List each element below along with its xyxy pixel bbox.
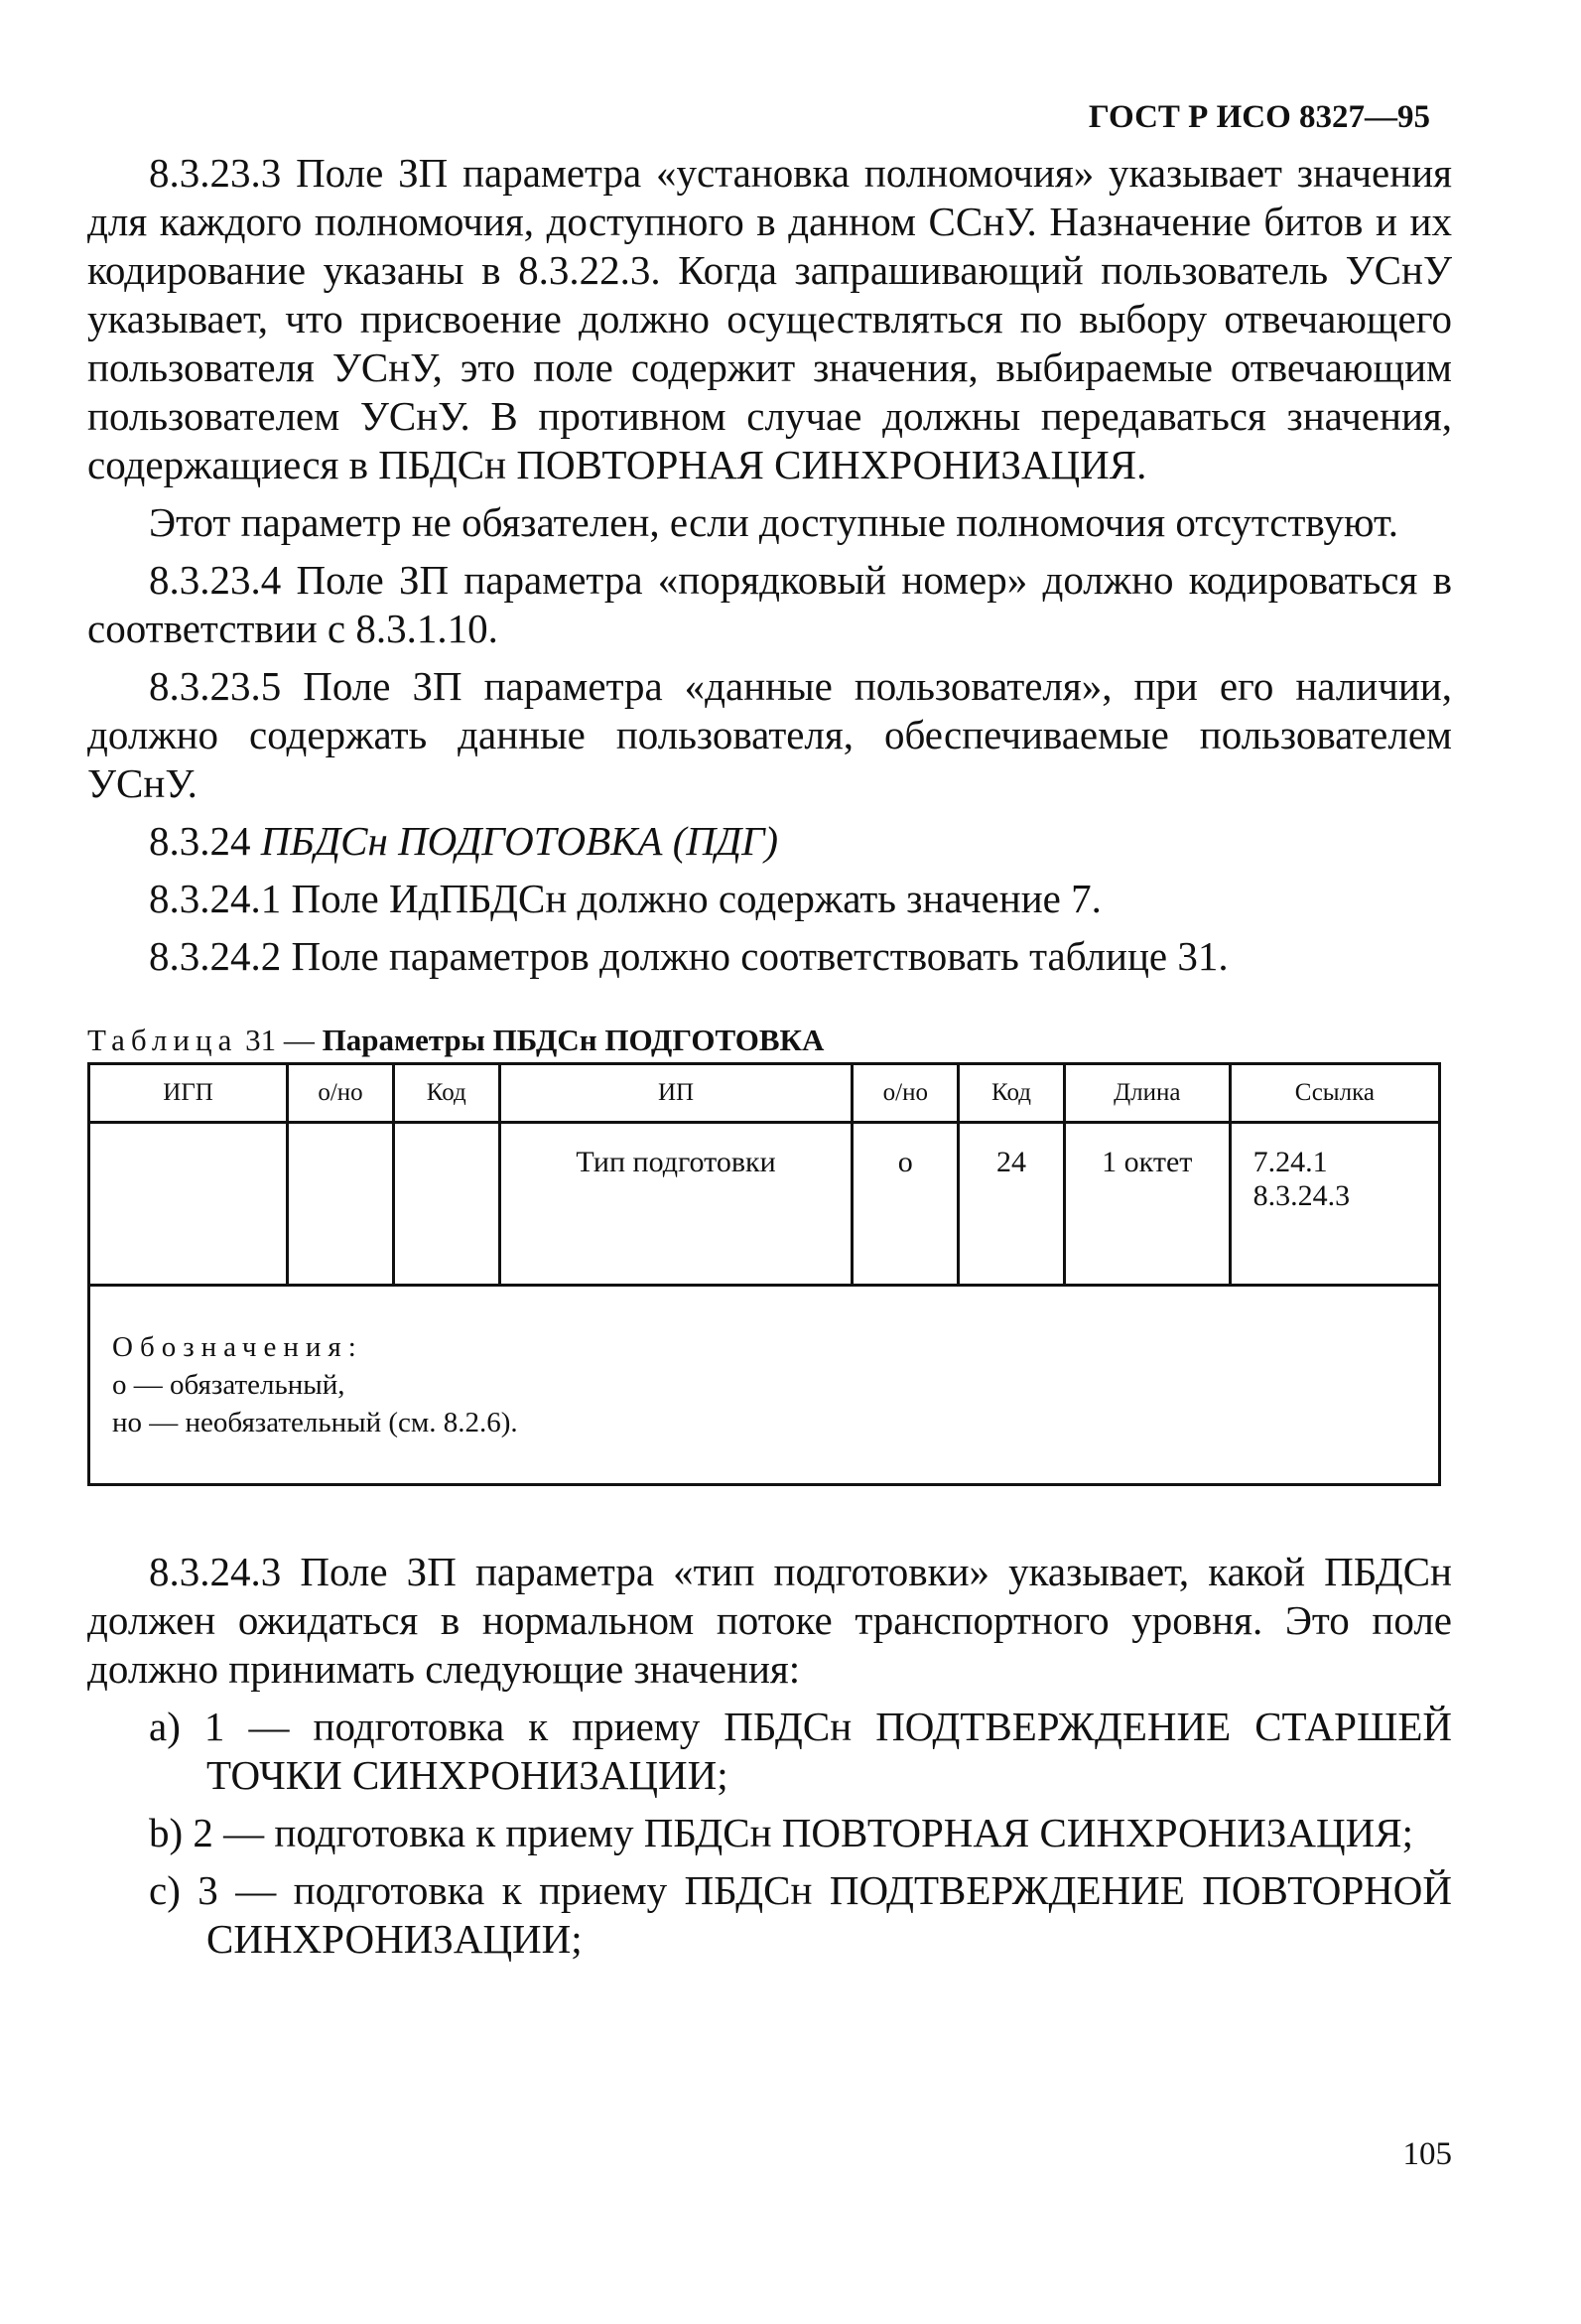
table-header-row [89,1064,1440,1123]
cell-kod-2: 24 [959,1123,1065,1286]
document-header: ГОСТ Р ИСО 8327—95 [1088,99,1430,135]
header-igp: ИГП [89,1064,288,1123]
reference-2: 8.3.24.3 [1252,1179,1351,1212]
parameters-table [87,1062,1441,1486]
paragraph-8-3-24-3: 8.3.24.3 Поле ЗП параметра «тип подготовки» указывает, какой ПБДСн должен ожидаться в нормальном потоке транспортного уровня. Это поле должно принимать следующие значения: [87,1549,1452,1692]
paragraph-8-3-24-2: 8.3.24.2 Поле параметров должно соответствовать таблице 31. [149,933,1229,979]
section-number: 8.3.24 [149,818,251,864]
paragraph-8-3-23-5: 8.3.23.5 Поле ЗП параметра «данные пользователя», при его наличии, должно содержать данные пользователя, обеспечиваемые пользователем УСнУ. [87,663,1452,806]
cell-length: 1 октет [1064,1123,1230,1286]
header-o-no-2: о/но [853,1064,959,1123]
table-caption-title: Параметры ПБДСн ПОДГОТОВКА [322,1023,825,1057]
cell-reference [1230,1123,1439,1286]
table-caption-number: 31 — [245,1023,315,1057]
table-row [89,1123,1440,1286]
body-text [87,149,1452,981]
header-ip: ИП [499,1064,853,1123]
paragraph-8-3-23-3: 8.3.23.3 Поле ЗП параметра «установка полномочия» указывает значения для каждого полномочия, доступного в данном ССнУ. Назначение битов и их кодирование указаны в 8.3.22.3. Когда запрашивающий пользователь УСнУ указывает, что присвоение должно осуществляться по выбору отвечающего пользователя УСнУ, это поле содержит значения, выбираемые отвечающим пользователем УСнУ. В противном случае должны передаваться значения, содержащиеся в ПБДСн ПОВТОРНАЯ СИНХРОНИЗАЦИЯ. [87,150,1452,487]
cell-ip: Тип подготовки [499,1123,853,1286]
section-title: ПБДСн ПОДГОТОВКА (ПДГ) [260,818,779,864]
body-text-after-table [87,1548,1452,1964]
header-o-no-1: о/но [288,1064,394,1123]
table-legend [89,1286,1440,1485]
cell-kod-1 [393,1123,499,1286]
header-reference: Ссылка [1230,1064,1439,1123]
legend-line-mandatory: о — обязательный, [112,1369,345,1401]
header-length: Длина [1064,1064,1230,1123]
legend-line-optional: но — необязательный (см. 8.2.6). [112,1407,518,1438]
table-legend-row [89,1286,1440,1485]
cell-o-no-2: о [853,1123,959,1286]
document-page [87,99,1452,1964]
section-heading [87,817,1452,866]
header-kod-2: Код [959,1064,1065,1123]
table-caption-label: Таблица [87,1023,238,1057]
paragraph-8-3-24-1: 8.3.24.1 Поле ИдПБДСн должно содержать значение 7. [149,876,1102,921]
legend-title: Обозначения: [112,1331,363,1363]
values-list [87,1703,1452,1964]
paragraph-note: Этот параметр не обязателен, если доступные полномочия отсутствуют. [149,499,1399,545]
cell-o-no-1 [288,1123,394,1286]
cell-igp [89,1123,288,1286]
table-caption [87,1023,1452,1062]
page-number: 105 [1402,2136,1452,2172]
list-item: c) 3 — подготовка к приему ПБДСн ПОДТВЕРЖДЕНИЕ ПОВТОРНОЙ СИНХРОНИЗАЦИИ; [149,1867,1452,1962]
list-item: b) 2 — подготовка к приему ПБДСн ПОВТОРНАЯ СИНХРОНИЗАЦИЯ; [149,1810,1413,1855]
header-kod-1: Код [393,1064,499,1123]
reference-1: 7.24.1 [1252,1146,1328,1178]
paragraph-8-3-23-4: 8.3.23.4 Поле ЗП параметра «порядковый номер» должно кодироваться в соответствии с 8.3.1.10. [87,557,1452,651]
list-item: a) 1 — подготовка к приему ПБДСн ПОДТВЕРЖДЕНИЕ СТАРШЕЙ ТОЧКИ СИНХРОНИЗАЦИИ; [149,1704,1452,1798]
